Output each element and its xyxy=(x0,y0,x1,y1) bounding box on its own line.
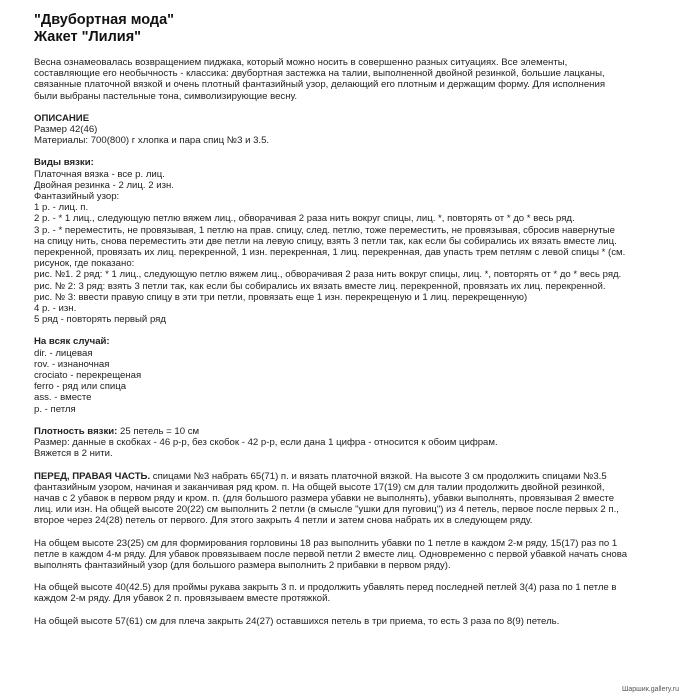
article-body xyxy=(34,57,664,627)
front-paragraph-1 xyxy=(34,471,664,527)
gauge-note-1: Размер: данные в скобках - 46 р-р, без скобок - 42 р-р, если дана 1 цифра - относится к обоим цифрам. xyxy=(34,437,498,449)
stitch-line: 3 р. - * переместить, не провязывая, 1 петлю на прав. спицу, след. петлю, тоже переместить, не провязывая, сбросив навернутые на спицу нить, снова переместить эти две петли на левую спицу, взять 3 петли так, как если бы собирались их вязать вместе лиц. перекренной, провязать их лиц. перекренной, 1 изн. перекренная, 1 лиц. перекренная, дав упасть трем петлям с левой спицы * (см. рисунок, где показано: xyxy=(34,224,626,270)
glossary-line: dir. - лицевая xyxy=(34,347,93,359)
stitch-line: Платочная вязка - все р. лиц. xyxy=(34,168,165,180)
stitch-line: Двойная резинка - 2 лиц. 2 изн. xyxy=(34,179,174,191)
glossary-line: rov. - изнаночная xyxy=(34,358,110,370)
stitch-line: рис. №1. 2 ряд: * 1 лиц., следующую петлю вяжем лиц., обворачивая 2 раза нить вокруг спицы, лиц. *, повторять от * до * весь ряд. xyxy=(34,269,622,281)
glossary-line: ferro - ряд или спица xyxy=(34,381,127,393)
stitch-line: 5 ряд - повторять первый ряд xyxy=(34,314,166,326)
description-heading: ОПИСАНИЕ xyxy=(34,112,90,124)
glossary-line: ass. - вместе xyxy=(34,392,92,404)
stitch-line: 2 р. - * 1 лиц., следующую петлю вяжем лиц., обворачивая 2 раза нить вокруг спицы, лиц. *, повторять от * до * весь ряд. xyxy=(34,213,575,225)
glossary-heading: На всяк случай: xyxy=(34,336,110,348)
front-paragraph-3: На общей высоте 40(42.5) для проймы рукава закрыть 3 п. и продолжить убавлять перед последней петлей 3(4) раза по 1 петле в каждом 2-м ряду. Для убавок 2 п. провязываем вместе протяжкой. xyxy=(34,582,617,605)
front-paragraph-4: На общей высоте 57(61) см для плеча закрыть 24(27) оставшихся петель в три приема, то есть 3 раза по 8(9) петель. xyxy=(34,615,560,627)
glossary-line: p. - петля xyxy=(34,403,76,415)
intro-paragraph: Весна ознамеовалась возвращением пиджака, который можно носить в совершенно разных ситуациях. Все элементы, составляющие его необычность - классика: двубортная застежка на талии, выполненной двойной резинкой, большие лацканы, связанные платочной вязкой и очень плотный фантазийный узор, делающий его плотным и держащим форму. Для исполнения были выбраны пастельные тона, символизирующие весну. xyxy=(34,57,606,102)
materials-line: Материалы: 700(800) г хлопка и пара спиц №3 и 3.5. xyxy=(34,135,270,147)
glossary-line: crociato - перекрещеная xyxy=(34,370,142,382)
gauge-heading: Плотность вязки: xyxy=(34,425,118,437)
watermark-credit: Шаршик.gallery.ru xyxy=(621,686,679,693)
stitch-line: 1 р. - лиц. п. xyxy=(34,202,89,214)
stitch-line: рис. № 3: ввести правую спицу в эти три петли, провязать еще 1 изн. перекрещеную и 1 лиц. перекрещенную) xyxy=(34,291,528,303)
stitches-heading: Виды вязки: xyxy=(34,157,94,169)
page-title xyxy=(34,12,174,46)
front-paragraph-2: На общем высоте 23(25) см для формирования горловины 18 раз выполнить убавки по 1 петле в каждом 2-м ряду, 15(17) раз по 1 петле в каждом 4-м ряду. Для убавок провязываем после первой петли 2 вместе лиц. Одновременно с первой убавкой начать снова выполнять фантазийный узор (для большого размера выполнить 2 прибавки в первом ряду). xyxy=(34,537,628,571)
title-line-1: "Двубортная мода" xyxy=(34,12,175,28)
front-text-1: спицами №3 набрать 65(71) п. и вязать платочной вязкой. На высоте 3 см продолжить спицами №3.5 фантазийным узором, начиная и заканчивая ряд кром. п. На общей высоте 17(19) см для талии продолжить двойной резинкой, начав с 2 убавок в первом ряду и кром. п. (для большого размера убавки не выполнять), убавки выполнять, провязывая 2 вместе лиц. или изн. На общей высоте 20(22) см выполнить 2 петли (в смысле "ушки для пуговиц") из 4 петель, первое после первых 2 п., второе через 24(28) петель от первого. Для этого закрыть 4 петли и затем снова набрать их в следующем ряду. xyxy=(34,470,619,527)
gauge-value: 25 петель = 10 см xyxy=(117,425,200,437)
stitch-line: 4 р. - изн. xyxy=(34,303,77,315)
gauge-line xyxy=(34,426,664,437)
size-line: Размер 42(46) xyxy=(34,124,98,136)
title-line-2: Жакет "Лилия" xyxy=(34,29,142,45)
front-heading: ПЕРЕД, ПРАВАЯ ЧАСТЬ. xyxy=(34,470,151,482)
stitch-line: рис. № 2: 3 ряд: взять 3 петли так, как если бы собирались их вязать вместе лиц. перекренной, провязать их лиц. перекренной. xyxy=(34,280,606,292)
gauge-note-2: Вяжется в 2 нити. xyxy=(34,448,113,460)
stitch-line: Фантазийный узор: xyxy=(34,191,120,203)
